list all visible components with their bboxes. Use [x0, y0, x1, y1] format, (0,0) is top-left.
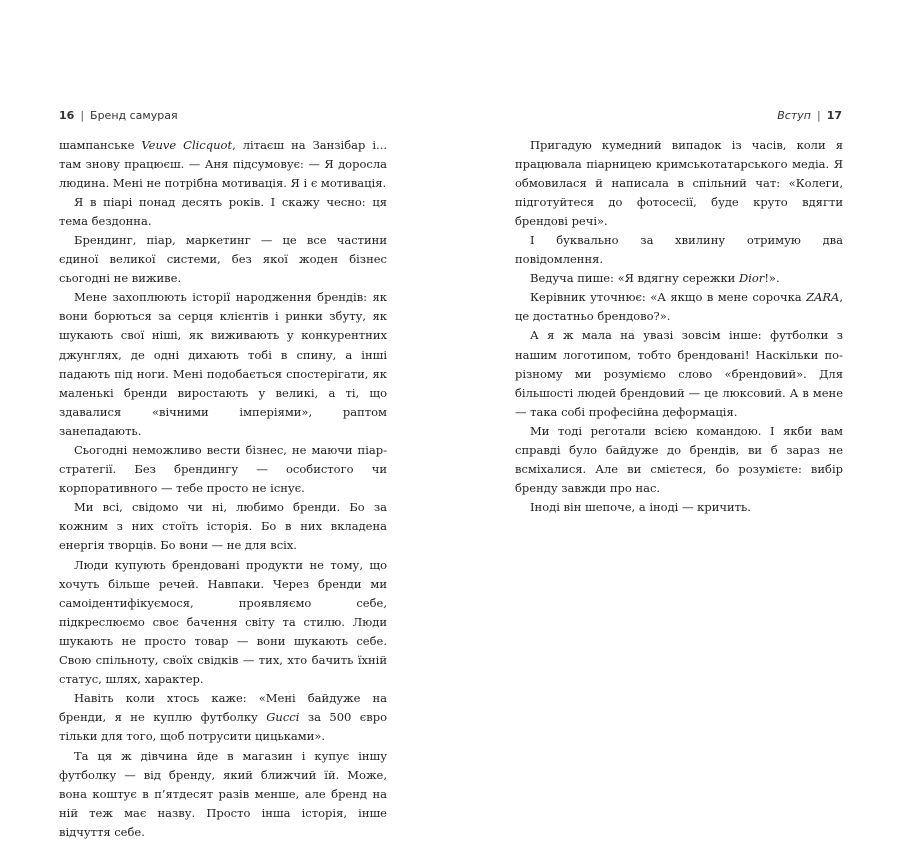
- right-page-number: 17: [826, 109, 842, 122]
- header-separator: |: [816, 109, 821, 122]
- text-run: Пригадую кумедний випадок із часів, коли я працювала піарницею кримськотатарського медіа. Я обмовилася й написала в спільний чат: «Колеги, підготуйтеся до фотосесії, буде круто вдягти брендові речі».: [515, 137, 843, 228]
- header-separator: |: [80, 109, 85, 122]
- left-page-body: [59, 136, 387, 842]
- paragraph: [515, 326, 843, 421]
- left-page-number: 16: [59, 109, 75, 122]
- left-page-header: [59, 109, 178, 123]
- italic-text: Dior: [738, 271, 765, 286]
- paragraph: [59, 441, 387, 498]
- text-run: Мене захоплюють історії народження брендів: як вони борються за серця клієнтів і ринки збуту, як шукають свої ніші, як виживають у конкурентних джунглях, де одні дихають тобі в спину, а інші падають під ноги. Мені подобається спостерігати, як маленькі бренди виростають у великі, а ті, що здавалися «вічними імперіями», раптом занепадають.: [59, 290, 387, 438]
- paragraph: [59, 689, 387, 746]
- paragraph: [515, 498, 843, 517]
- italic-text: Veuve Clicquot: [141, 137, 233, 152]
- text-run: І буквально за хвилину отримую два повідомлення.: [515, 232, 843, 267]
- italic-text: ZARA: [806, 290, 840, 305]
- text-run: , це достатньо брендово?».: [515, 290, 843, 324]
- text-run: Іноді він шепоче, а іноді — кричить.: [530, 500, 751, 515]
- text-run: Навіть коли хтось каже: «Мені байдуже на бренди, я не куплю футболку: [59, 691, 387, 725]
- paragraph: [515, 231, 843, 269]
- right-page-header: [777, 109, 842, 123]
- paragraph: [59, 556, 387, 690]
- paragraph: [515, 136, 843, 231]
- right-page-body: [515, 136, 843, 518]
- paragraph: [59, 288, 387, 441]
- paragraph: [515, 269, 843, 288]
- text-run: !».: [764, 271, 780, 286]
- text-run: Я в піарі понад десять років. І скажу чесно: ця тема бездонна.: [59, 194, 387, 228]
- text-run: за 500 євро тільки для того, щоб потрусити цицьками».: [59, 710, 387, 744]
- paragraph: [515, 288, 843, 326]
- paragraph: [59, 231, 387, 288]
- text-run: Сьогодні неможливо вести бізнес, не маючи піар-стратегії. Без брендингу — особистого чи корпоративного — тебе просто не існує.: [59, 443, 387, 496]
- paragraph: [59, 498, 387, 555]
- text-run: А я ж мала на увазі зовсім інше: футболки з нашим логотипом, тобто брендовані! Наскільки по-різному ми розуміємо слово «брендовий». Для більшості людей брендовий — це люксовий. А в мене — така собі професійна деформація.: [515, 328, 843, 419]
- text-run: Ми тоді реготали всією командою. І якби вам справді було байдуже до брендів, ви б зараз не всміхалися. Але ви смієтеся, бо розумієте: вибір бренду завжди про нас.: [515, 423, 843, 496]
- text-run: , літаєш на Занзібар і... там знову працюєш. — Аня підсумовує: — Я доросла людина. Мені не потрібна мотивація. Я і є мотивація.: [59, 137, 388, 190]
- text-run: Ми всі, свідомо чи ні, любимо бренди. Бо за кожним з них стоїть історія. Бо в них вкладена енергія творців. Бо вони — не для всіх.: [59, 500, 387, 553]
- text-run: Та ця ж дівчина йде в магазин і купує іншу футболку — від бренду, який ближчий їй. Може, вона коштує в п’ятдесят разів менше, але бренд на ній теж має назву. Просто інша історія, інше відчуття себе.: [59, 748, 387, 839]
- paragraph: [59, 193, 387, 231]
- paragraph: [59, 747, 387, 842]
- text-run: шампанське: [59, 137, 142, 152]
- left-running-title: Бренд самурая: [90, 109, 178, 122]
- right-running-title: Вступ: [777, 109, 811, 122]
- paragraph: [515, 422, 843, 498]
- italic-text: Gucci: [266, 710, 300, 725]
- paragraph: [59, 136, 387, 193]
- text-run: Керівник уточнює: «А якщо в мене сорочка: [530, 290, 807, 305]
- text-run: Брендинг, піар, маркетинг — це все частини єдиної великої системи, без якої жоден бізнес сьогодні не виживе.: [59, 232, 387, 286]
- text-run: Люди купують брендовані продукти не тому, що хочуть більше речей. Навпаки. Через бренди ми самоідентифікуємося, проявляємо себе, підкреслюємо своє бачення світу та стилю. Люди шукають не просто товар — вони шукають себе. Свою спільноту, своїх свідків — тих, хто бачить їхній статус, шлях, характер.: [59, 557, 387, 687]
- text-run: Ведуча пише: «Я вдягну сережки: [530, 271, 739, 286]
